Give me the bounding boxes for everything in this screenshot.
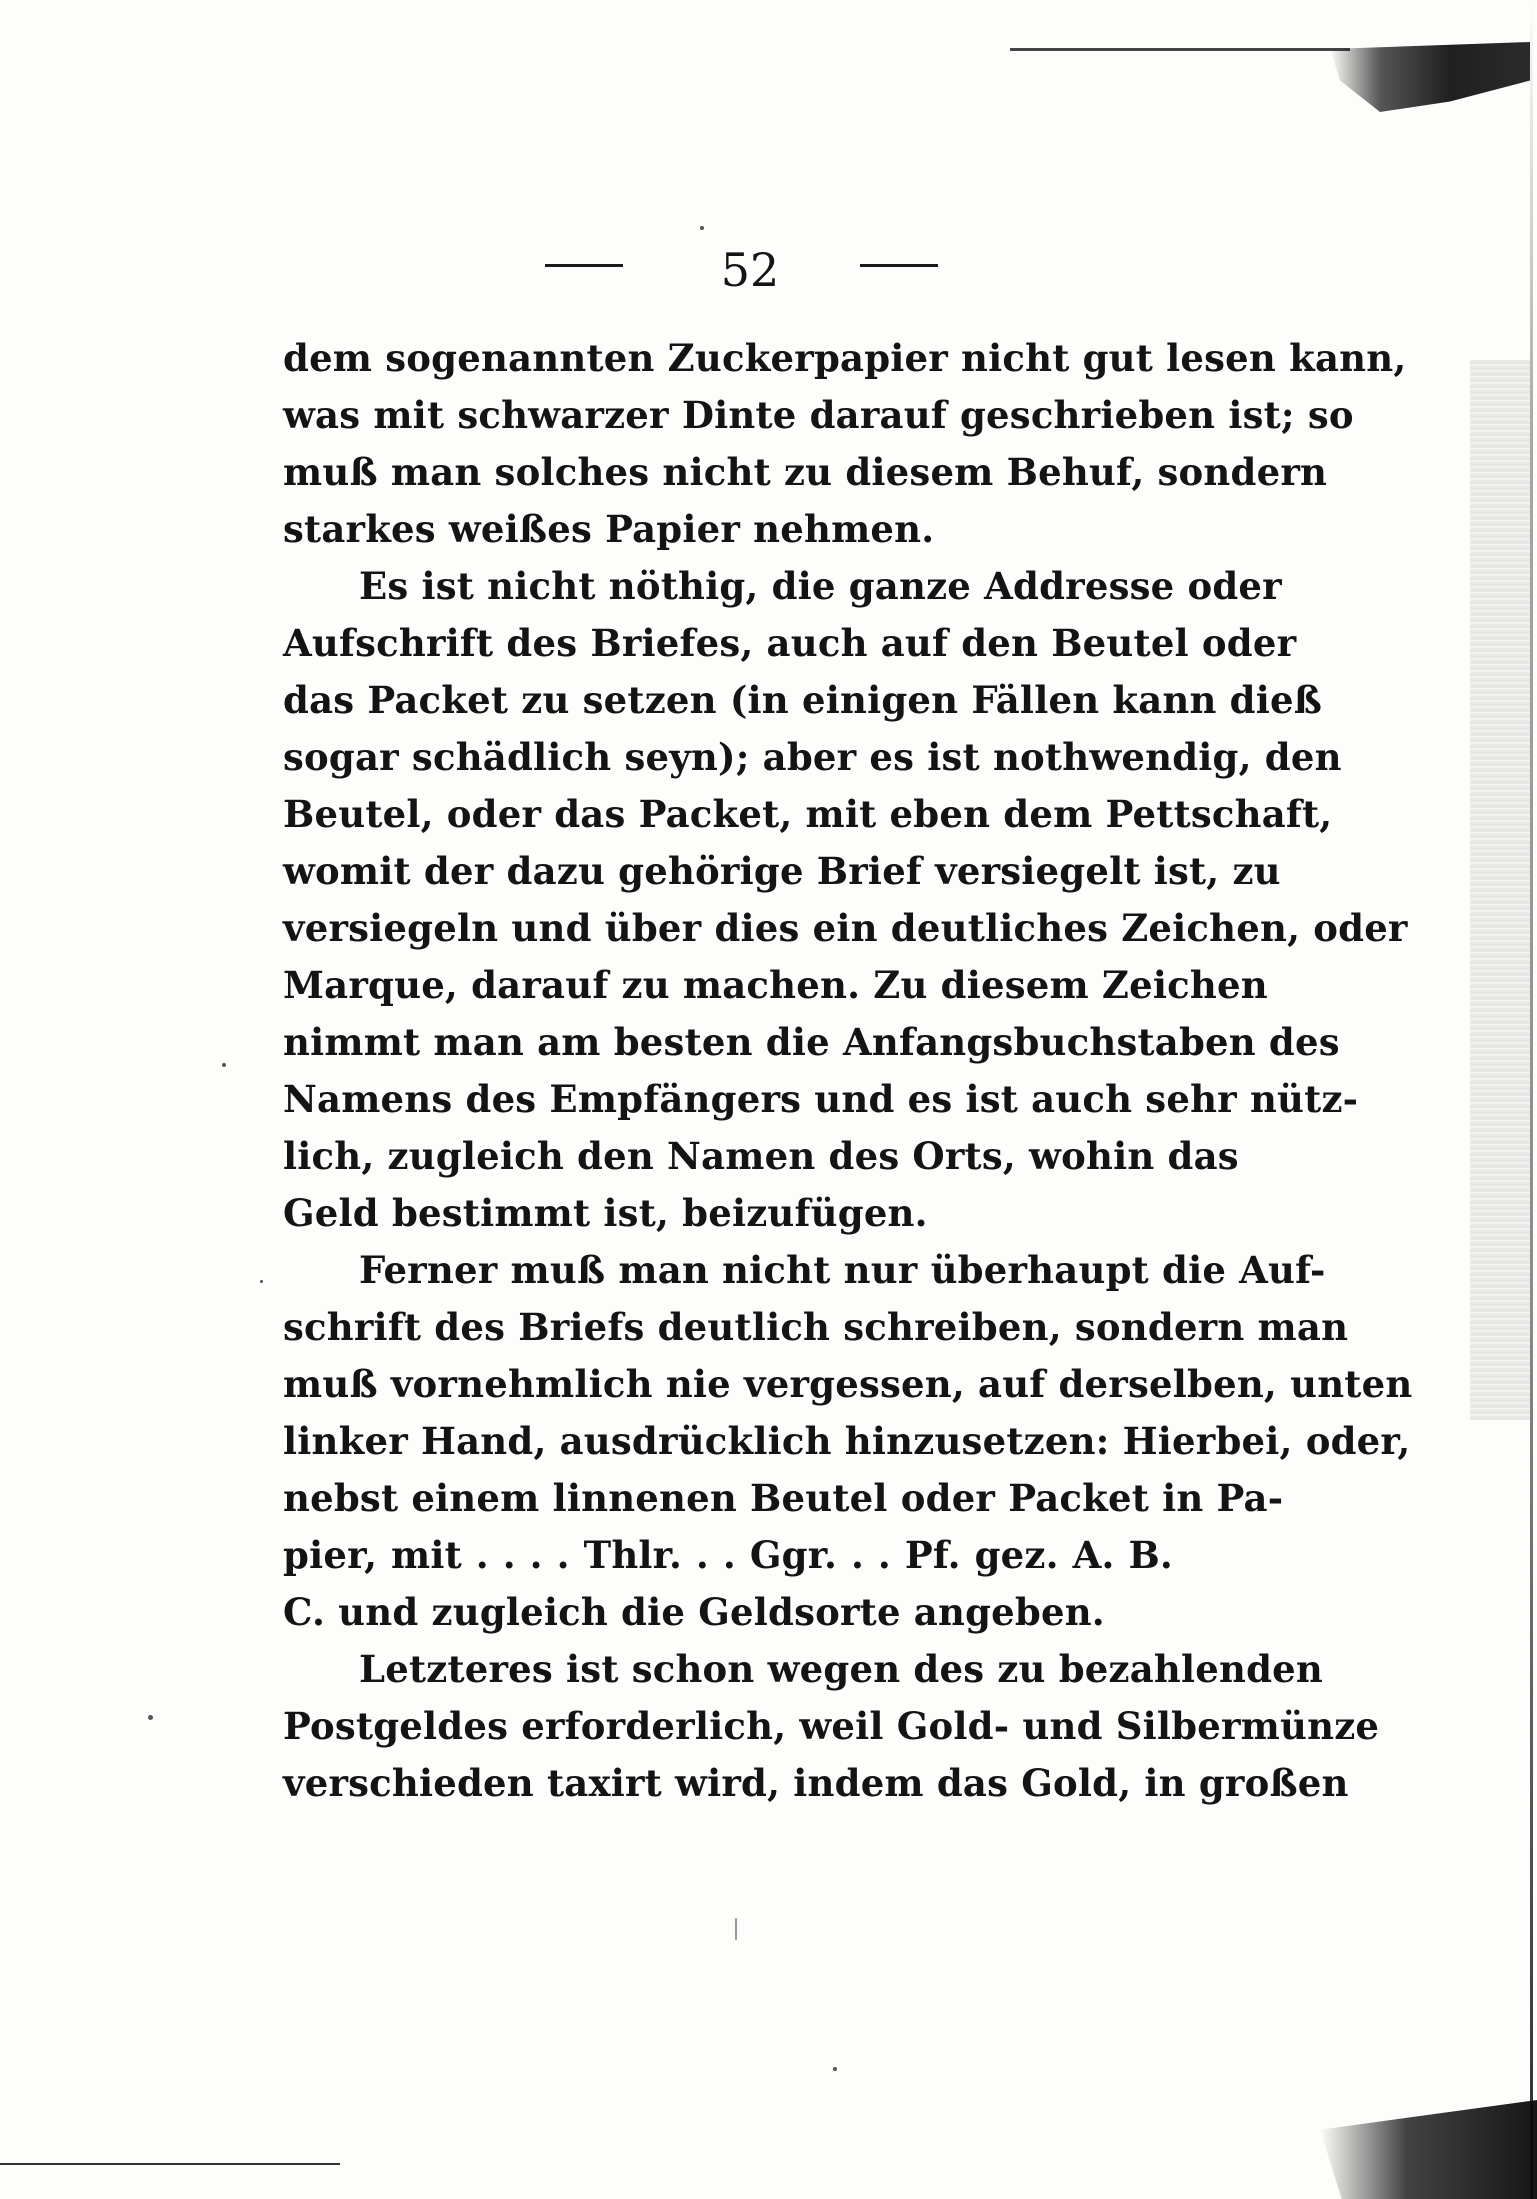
text-line: pier, mit . . . . Thlr. . . Ggr. . . Pf. gez. A. B.: [283, 1533, 1173, 1577]
text-line: schrift des Briefs deutlich schreiben, sondern man: [283, 1305, 1349, 1349]
scan-speck: [260, 1280, 263, 1283]
scan-smudge-top: [1330, 42, 1530, 112]
text-line: womit der dazu gehörige Brief versiegelt ist, zu: [283, 849, 1281, 893]
scan-speck: [148, 1715, 153, 1720]
scan-speck: [735, 1918, 737, 1940]
page-header: [0, 240, 1537, 300]
scan-edge-right: [1530, 0, 1533, 2199]
text-line: muß man solches nicht zu diesem Behuf, sondern: [283, 450, 1328, 494]
scan-speck: [700, 226, 704, 230]
text-line: Marque, darauf zu machen. Zu diesem Zeichen: [283, 963, 1268, 1007]
scan-edge-rule-bottom: [0, 2163, 340, 2165]
header-dash-right: [860, 264, 938, 267]
text-line: Letzteres ist schon wegen des zu bezahlenden: [359, 1647, 1324, 1691]
text-line: Namens des Empfängers und es ist auch sehr nütz-: [283, 1077, 1359, 1121]
text-line: Beutel, oder das Packet, mit eben dem Pettschaft,: [283, 792, 1333, 836]
text-line: verschieden taxirt wird, indem das Gold, in großen: [283, 1761, 1349, 1805]
text-line: starkes weißes Papier nehmen.: [283, 507, 935, 551]
text-line: Es ist nicht nöthig, die ganze Addresse oder: [359, 564, 1282, 608]
text-line: was mit schwarzer Dinte darauf geschrieben ist; so: [283, 393, 1354, 437]
text-line: versiegeln und über dies ein deutliches Zeichen, oder: [283, 906, 1408, 950]
text-line: C. und zugleich die Geldsorte angeben.: [283, 1590, 1105, 1634]
header-dash-left: [545, 264, 623, 267]
body-text: [283, 330, 1413, 1812]
scan-smudge-bottom: [1320, 2100, 1537, 2199]
scan-edge-rule-top: [1010, 48, 1350, 51]
scan-speck: [833, 2067, 837, 2071]
text-line: lich, zugleich den Namen des Orts, wohin das: [283, 1134, 1239, 1178]
scan-bleed-strip: [1470, 360, 1530, 1420]
text-line: Postgeldes erforderlich, weil Gold- und Silbermünze: [283, 1704, 1380, 1748]
text-line: linker Hand, ausdrücklich hinzusetzen: Hierbei, oder,: [283, 1419, 1411, 1463]
text-line: nebst einem linnenen Beutel oder Packet in Pa-: [283, 1476, 1284, 1520]
text-line: Geld bestimmt ist, beizufügen.: [283, 1191, 928, 1235]
scan-speck: [222, 1063, 226, 1067]
text-line: Aufschrift des Briefes, auch auf den Beutel oder: [283, 621, 1297, 665]
text-line: sogar schädlich seyn); aber es ist nothwendig, den: [283, 735, 1342, 779]
text-line: muß vornehmlich nie vergessen, auf derselben, unten: [283, 1362, 1413, 1406]
text-line: dem sogenannten Zuckerpapier nicht gut lesen kann,: [283, 336, 1407, 380]
text-line: nimmt man am besten die Anfangsbuchstaben des: [283, 1020, 1340, 1064]
text-line: Ferner muß man nicht nur überhaupt die Auf-: [359, 1248, 1326, 1292]
page-number: 52: [720, 243, 780, 297]
text-line: das Packet zu setzen (in einigen Fällen kann dieß: [283, 678, 1323, 722]
